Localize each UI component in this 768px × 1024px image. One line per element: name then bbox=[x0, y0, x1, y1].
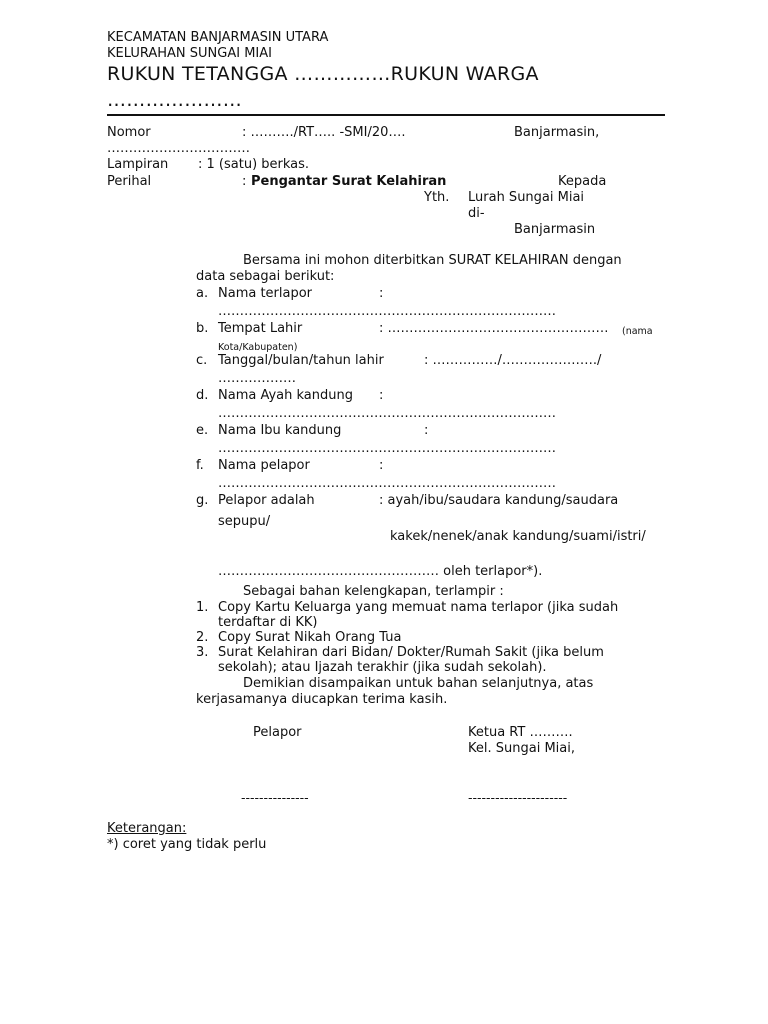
perihal-value: Pengantar Surat Kelahiran bbox=[251, 174, 447, 189]
item-c-dots: ……………… bbox=[218, 371, 296, 386]
rt-rw-heading: RUKUN TETANGGA ……………RUKUN WARGA bbox=[107, 63, 539, 85]
perihal-label: Perihal bbox=[107, 174, 152, 189]
item-d-label: Nama Ayah kandung bbox=[218, 388, 353, 403]
rw-dots: ………………… bbox=[107, 89, 243, 111]
item-b-value: : …………………………………………… bbox=[379, 321, 609, 336]
item-c-label: Tanggal/bulan/tahun lahir bbox=[218, 353, 384, 368]
item-f-label: Nama pelapor bbox=[218, 458, 310, 473]
item-g-value: : ayah/ibu/saudara kandung/saudara bbox=[379, 493, 619, 508]
item-a-colon: : bbox=[379, 286, 384, 301]
intro-line-1: Bersama ini mohon diterbitkan SURAT KELAHIRAN dengan bbox=[243, 253, 622, 268]
signature-right-line: ---------------------- bbox=[468, 790, 568, 805]
recipient-yth: Yth. bbox=[424, 190, 450, 205]
item-g-label: Pelapor adalah bbox=[218, 493, 315, 508]
recipient-di: di- bbox=[468, 206, 485, 221]
item-b-note-2: Kota/Kabupaten) bbox=[218, 342, 298, 353]
recipient-city: Banjarmasin bbox=[514, 222, 596, 237]
attach-intro: Sebagai bahan kelengkapan, terlampir : bbox=[243, 584, 504, 599]
header-rule bbox=[107, 114, 665, 116]
lampiran-label: Lampiran bbox=[107, 157, 169, 172]
item-a-label: Nama terlapor bbox=[218, 286, 313, 301]
item-b-note: (nama bbox=[622, 326, 653, 337]
attach-2-line-1: Copy Surat Nikah Orang Tua bbox=[218, 630, 402, 645]
district-name: KECAMATAN BANJARMASIN UTARA bbox=[107, 30, 329, 45]
attach-3-line-2: sekolah); atau Ijazah terakhir (jika sudah sekolah). bbox=[218, 660, 547, 675]
item-e-colon: : bbox=[424, 423, 429, 438]
recipient-name: Lurah Sungai Miai bbox=[468, 190, 585, 205]
recipient-kepada: Kepada bbox=[558, 174, 607, 189]
letter-date-dots: …………………………… bbox=[107, 141, 250, 156]
item-d-letter: d. bbox=[196, 388, 209, 403]
perihal-colon: : bbox=[242, 174, 247, 189]
signature-right-sub: Kel. Sungai Miai, bbox=[468, 741, 575, 756]
item-d-dots: …………………………………………………………………… bbox=[218, 406, 556, 421]
notes-heading: Keterangan: bbox=[107, 821, 187, 836]
notes-text: *) coret yang tidak perlu bbox=[107, 837, 267, 852]
subdistrict-name: KELURAHAN SUNGAI MIAI bbox=[107, 46, 272, 61]
nomor-label: Nomor bbox=[107, 125, 151, 140]
lampiran-value: : 1 (satu) berkas. bbox=[198, 157, 310, 172]
item-c-value: : ……………/…………………./ bbox=[424, 353, 602, 368]
signature-right-title: Ketua RT ………. bbox=[468, 725, 573, 740]
item-c-letter: c. bbox=[196, 353, 208, 368]
item-g-line-2: sepupu/ bbox=[218, 514, 271, 529]
signature-left-line: --------------- bbox=[241, 790, 309, 805]
item-a-dots: …………………………………………………………………… bbox=[218, 304, 556, 319]
closing-line-2: kerjasamanya diucapkan terima kasih. bbox=[196, 692, 448, 707]
nomor-value: : ………./RT….. -SMI/20…. bbox=[242, 125, 406, 140]
attach-3-num: 3. bbox=[196, 645, 209, 660]
attach-1-line-1: Copy Kartu Keluarga yang memuat nama terlapor (jika sudah bbox=[218, 600, 619, 615]
item-g-line-3: kakek/nenek/anak kandung/suami/istri/ bbox=[390, 529, 646, 544]
item-a-letter: a. bbox=[196, 286, 209, 301]
attach-2-num: 2. bbox=[196, 630, 209, 645]
closing-line-1: Demikian disampaikan untuk bahan selanjutnya, atas bbox=[243, 676, 594, 691]
item-f-letter: f. bbox=[196, 458, 204, 473]
letter-place: Banjarmasin, bbox=[514, 125, 600, 140]
item-e-letter: e. bbox=[196, 423, 209, 438]
item-f-dots: …………………………………………………………………… bbox=[218, 476, 556, 491]
item-g-letter: g. bbox=[196, 493, 209, 508]
intro-line-2: data sebagai berikut: bbox=[196, 269, 335, 284]
item-e-dots: …………………………………………………………………… bbox=[218, 441, 556, 456]
item-e-label: Nama Ibu kandung bbox=[218, 423, 342, 438]
item-d-colon: : bbox=[379, 388, 384, 403]
attach-3-line-1: Surat Kelahiran dari Bidan/ Dokter/Rumah Sakit (jika belum bbox=[218, 645, 604, 660]
item-b-letter: b. bbox=[196, 321, 209, 336]
attach-1-num: 1. bbox=[196, 600, 209, 615]
item-f-colon: : bbox=[379, 458, 384, 473]
item-b-label: Tempat Lahir bbox=[218, 321, 303, 336]
signature-left-title: Pelapor bbox=[253, 725, 302, 740]
attach-1-line-2: terdaftar di KK) bbox=[218, 615, 318, 630]
item-g-line-4: …………………………………………… oleh terlapor*). bbox=[218, 564, 543, 579]
